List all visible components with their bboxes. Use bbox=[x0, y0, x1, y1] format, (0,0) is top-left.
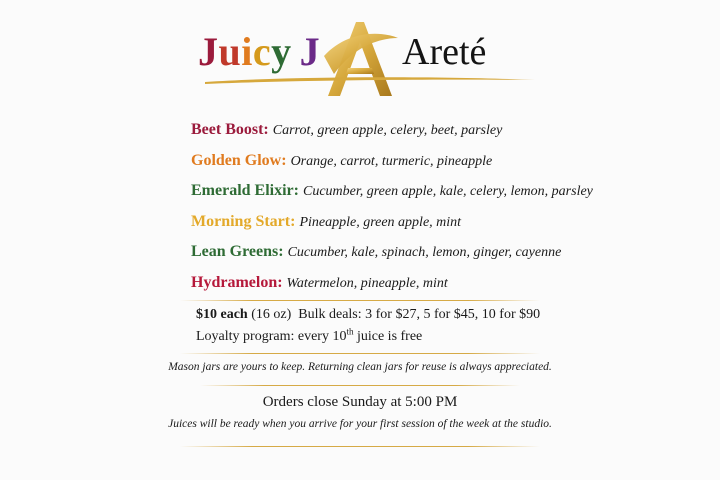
juice-ingredients: Cucumber, green apple, kale, celery, lemon, parsley bbox=[302, 184, 593, 199]
pricing-block bbox=[196, 304, 540, 348]
juice-menu bbox=[191, 116, 691, 299]
juice-name: Emerald Elixir: bbox=[191, 182, 299, 199]
juice-name: Beet Boost: bbox=[191, 121, 269, 138]
brand-juicy-j bbox=[198, 28, 320, 75]
divider bbox=[180, 353, 540, 354]
divider bbox=[200, 385, 520, 386]
brand-letter: y bbox=[271, 29, 292, 74]
brand-letter: u bbox=[218, 29, 242, 74]
gold-swoosh-divider bbox=[205, 72, 535, 86]
brand-letter: i bbox=[241, 29, 253, 74]
menu-item bbox=[191, 116, 691, 147]
price: $10 each bbox=[196, 307, 248, 322]
pricing-line bbox=[196, 304, 540, 326]
juice-name: Golden Glow: bbox=[191, 151, 287, 169]
juice-ingredients: Pineapple, green apple, mint bbox=[299, 214, 462, 230]
loyalty-sup: th bbox=[346, 326, 354, 337]
arete-logo-icon bbox=[318, 12, 402, 100]
header bbox=[0, 0, 720, 100]
juice-name: Lean Greens: bbox=[191, 243, 284, 260]
juice-ingredients: Watermelon, pineapple, mint bbox=[286, 275, 448, 291]
brand-letter: c bbox=[252, 29, 272, 74]
menu-item bbox=[191, 238, 691, 269]
menu-item bbox=[191, 147, 691, 178]
brand-letter: J bbox=[198, 29, 219, 74]
juice-ingredients: Orange, carrot, turmeric, pineapple bbox=[290, 153, 493, 169]
loyalty-line bbox=[196, 326, 540, 348]
divider bbox=[180, 446, 540, 447]
bulk-deals: Bulk deals: 3 for $27, 5 for $45, 10 for $90 bbox=[298, 307, 541, 322]
ready-note: Juices will be ready when you arrive for your first session of the week at the studio. bbox=[168, 418, 552, 430]
brand-letter: J bbox=[299, 29, 321, 74]
juice-name: Morning Start: bbox=[191, 212, 296, 230]
menu-item bbox=[191, 177, 691, 208]
size: (16 oz) bbox=[251, 307, 292, 322]
juice-ingredients: Carrot, green apple, celery, beet, parsley bbox=[272, 123, 503, 138]
juice-ingredients: Cucumber, kale, spinach, lemon, ginger, cayenne bbox=[287, 245, 562, 260]
jar-note: Mason jars are yours to keep. Returning clean jars for reuse is always appreciated. bbox=[168, 361, 552, 373]
menu-item bbox=[191, 208, 691, 239]
juice-name: Hydramelon: bbox=[191, 273, 283, 291]
loyalty-text: Loyalty program: every 10 bbox=[196, 329, 347, 344]
divider bbox=[180, 300, 540, 301]
orders-close: Orders close Sunday at 5:00 PM bbox=[262, 394, 458, 410]
brand-arete: Areté bbox=[402, 31, 487, 73]
menu-item bbox=[191, 269, 691, 300]
loyalty-suffix: juice is free bbox=[353, 329, 423, 344]
